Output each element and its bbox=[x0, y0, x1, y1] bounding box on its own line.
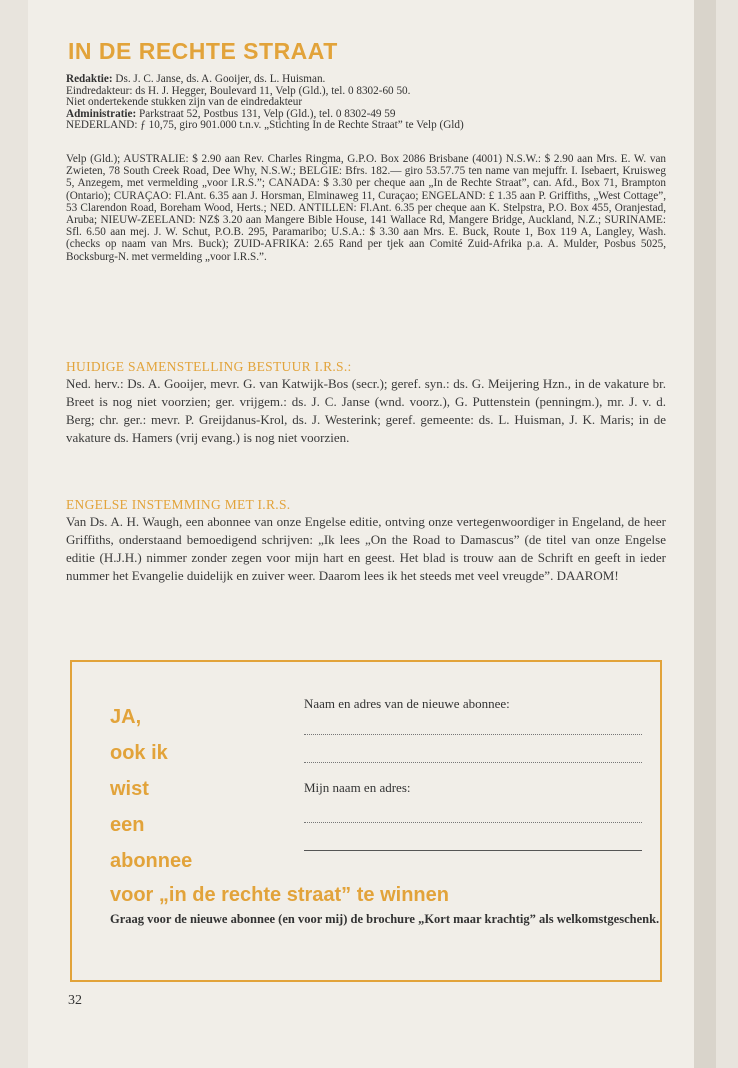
own-address-line-2[interactable] bbox=[304, 850, 642, 851]
administratie-text: Parkstraat 52, Postbus 131, Velp (Gld.), tel. 0 8302-49 59 bbox=[139, 107, 396, 120]
page-number: 32 bbox=[68, 993, 82, 1008]
subscriptions-text: Velp (Gld.); AUSTRALIE: $ 2.90 aan Rev. Charles Ringma, G.P.O. Box 2086 Brisbane (4001) N.S.W.: $ 2.90 aan Mrs. E. W. van Zwieten, 78 South Creek Road, Dee Why, N.S.W.; BELGIE: Bfrs. 182.— giro 53.57.75 ten name van mejuffr. I. Isebaert, Kruisweg 5, Anzegem, met vermelding „voor I.R.S.”; CANADA: $ 3.30 per cheque aan „In de Rechte Straat”, can. Afd., Box 71, Brampton (Ontario); CURAÇAO: Fl.Ant. 6.35 aan J. Horsman, Elminaweg 11, Curaçao; ENGELAND: £ 1.35 aan P. Griffiths, „West Cottage”, 53 Clarendon Road, Boreham Wood, Herts.; NED. ANTILLEN: Fl.Ant. 6.35 per cheque aan K. Stelpstra, P.O. Box 455, Oranjestad, Aruba; NIEUW-ZEELAND: NZ$ 3.20 aan Mangere Bible House, 141 Wallace Rd, Mangere Bridge, Auckland, N.Z.; SURINAME: Sfl. 6.50 aan mej. J. W. Schut, P.O.B. 295, Paramaribo; U.S.A.: $ 3.30 aan Mrs. E. Buck, Route 1, Box 119 A, Langley, Wash. (checks op naam van Mrs. Buck); ZUID-AFRIKA: 2.65 Rand per tjek aan Comité Zuid-Afrika p.a. A. Mulder, Posbus 5025, Bocksburg-N. met vermelding „voor I.R.S.”. bbox=[66, 153, 666, 263]
cta-line-wist: wist bbox=[110, 778, 149, 800]
new-subscriber-label: Naam en adres van de nieuwe abonnee: bbox=[304, 696, 510, 711]
instemming-text: Van Ds. A. H. Waugh, een abonnee van onze Engelse editie, ontving onze vertegenwoordiger in Engeland, de heer Griffiths, onderstaand bemoedigend schrijven: „Ik lees „On the Road to Damascus” (de titel van onze Engelse editie (H.J.H.) nimmer zonder zegen voor mijn hart en geest. Het blad is trouw aan de Schrift en geeft in ieder nummer het Evangelie duidelijk en zuiver weer. Daarom lees ik het steeds met veel vreugde”. DAAROM! bbox=[66, 514, 666, 583]
subscription-form bbox=[70, 660, 662, 982]
cta-line-een: een bbox=[110, 814, 145, 836]
redaktie-text: Ds. J. C. Janse, ds. A. Gooijer, ds. L. Huisman. bbox=[115, 73, 326, 85]
instemming-heading: ENGELSE INSTEMMING MET I.R.S. bbox=[66, 497, 291, 512]
bestuur-heading: HUIDIGE SAMENSTELLING BESTUUR I.R.S.: bbox=[66, 359, 352, 374]
own-address-line-1[interactable] bbox=[304, 822, 642, 823]
bestuur-section bbox=[66, 359, 666, 447]
eindredakteur-text: Eindredakteur: ds H. J. Hegger, Boulevard 11, Velp (Gld.), tel. 0 8302-60 50. bbox=[66, 84, 411, 97]
nederland-text: NEDERLAND: ƒ 10,75, giro 901.000 t.n.v. „Stichting In de Rechte Straat” te Velp (Gld) bbox=[66, 119, 464, 132]
page-title: IN DE RECHTE STRAAT bbox=[68, 38, 338, 64]
cta-line-ja: JA, bbox=[110, 706, 142, 728]
redaktie-label: Redaktie: bbox=[66, 73, 113, 85]
instemming-section bbox=[66, 497, 666, 585]
cta-bottom: voor „in de rechte straat” te winnen bbox=[110, 884, 449, 906]
administratie-label: Administratie: bbox=[66, 107, 137, 120]
cta-line-ook-ik: ook ik bbox=[110, 742, 168, 764]
cta-line-abonnee: abonnee bbox=[110, 850, 193, 872]
own-address-label: Mijn naam en adres: bbox=[304, 780, 411, 795]
masthead bbox=[66, 74, 666, 132]
magazine-page bbox=[28, 0, 716, 1068]
page-edge bbox=[694, 0, 716, 1068]
disclaimer-text: Niet ondertekende stukken zijn van de eindredakteur bbox=[66, 96, 303, 109]
gift-note: Graag voor de nieuwe abonnee (en voor mij) de brochure „Kort maar krachtig” als welkomstgeschenk. bbox=[110, 912, 660, 926]
bestuur-text: Ned. herv.: Ds. A. Gooijer, mevr. G. van Katwijk-Bos (secr.); geref. syn.: ds. G. Meijering Hzn., in de vakature br. Breet is nog niet voorzien; ger. vrijgem.: ds. J. C. Janse (wnd. voorz.), G. Puttenstein (penningm.), mr. J. v. d. Berg; chr. ger.: mevr. P. Greijdanus-Krol, ds. J. Westerink; geref. gemeente: ds. L. Huisman, J. K. Maris; in de vakature ds. Hamers (vrij evang.) is nog niet voorzien. bbox=[66, 376, 666, 445]
new-subscriber-line-1[interactable] bbox=[304, 734, 642, 735]
new-subscriber-line-2[interactable] bbox=[304, 762, 642, 763]
